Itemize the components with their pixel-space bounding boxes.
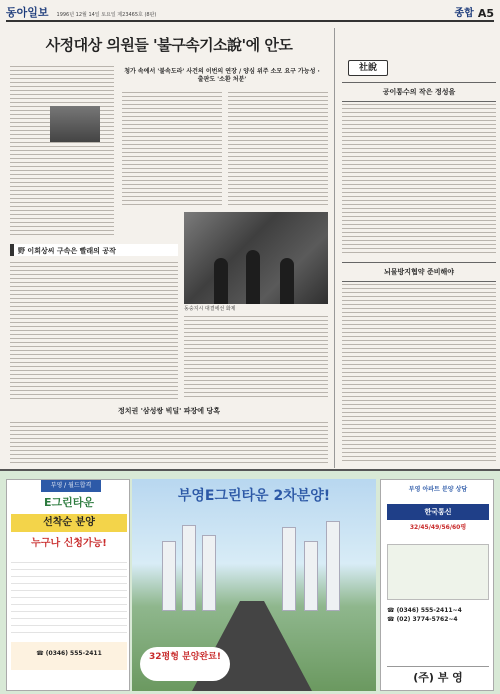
caption-body [184,316,328,400]
ad-center-title: 부영E그린타운 2차분양! [177,488,331,504]
column-divider [334,28,335,468]
news-photo [184,212,328,304]
advertisement [0,469,500,694]
box-article-body [10,262,178,400]
apartment-tower [282,527,296,611]
photo-figure [246,250,260,304]
ad-badge: 부영 / 월드합격 [41,480,101,492]
article-body-col3 [228,92,328,208]
apartment-tower [182,525,196,611]
ad-bank-logo: 한국통신 [387,504,489,520]
main-subhead: 청가 속에서 '불속도라' 사건의 이번의 연장 / 양심 위주 소모 요구 가능성 · 출판도 '소환 처분' [124,68,320,83]
ad-price-table [11,556,127,636]
photo-figure [280,258,294,304]
article-body-col2 [122,92,222,208]
photo-caption: 동숭지시 대결에선 화제 [184,306,236,312]
ad-map [387,544,489,600]
section-label: 종합 [454,8,474,19]
ad-banner: 32평형 분양완료! [140,647,230,681]
ad-right-panel [380,479,494,691]
bottom-headline: 정치권 '삼성쌍 빅딜' 파장에 당혹 [118,407,220,415]
apartment-tower [304,541,318,611]
ad-center-panel [132,479,376,691]
ad-contact-line: ☎ (0346) 555-2411~4 [387,607,462,614]
masthead [6,4,494,22]
portrait-photo [50,106,100,142]
box-headline: 野 이희상씨 구속은 빨래의 공작 [10,244,178,256]
ad-phone: ☎ (0346) 555-2411 [11,642,127,670]
apartment-tower [202,535,216,611]
ad-brand-footer: (주) 부 영 [387,666,489,686]
ad-contact-line: ☎ (02) 3774-5762~4 [387,616,458,623]
ad-yellow-banner: 선착순 분양 [11,514,127,532]
ad-right-title: 부영 아파트 분양 상담 [408,486,468,493]
apartment-tower [162,541,176,611]
main-headline: 사정대상 의원들 '불구속기소說'에 안도 [45,36,293,54]
issue-info: 1996년 12월 14일 토요일 제23465호 (8판) [56,12,157,18]
ad-brand: E그린타운 [43,496,95,509]
article-body-col1 [10,66,114,238]
ad-left-panel [6,479,130,691]
newspaper-logo: 동아일보 [6,6,49,19]
ad-contact [387,606,489,624]
apartment-tower [326,521,340,611]
page-number: A5 [477,7,494,20]
ad-red-text: 누구나 신청가능! [31,538,107,549]
editorial-badge: 社說 [348,60,388,76]
editorial-body-1 [342,104,496,254]
photo-figure [214,258,228,304]
editorial-title-1: 공이통수의 작은 정성을 [342,82,496,102]
bottom-article-body [10,422,328,464]
ad-sizes: 32/45/49/56/60평 [409,524,467,531]
editorial-title-2: 뇌물방지협약 준비해야 [342,262,496,282]
editorial-body-2 [342,284,496,464]
